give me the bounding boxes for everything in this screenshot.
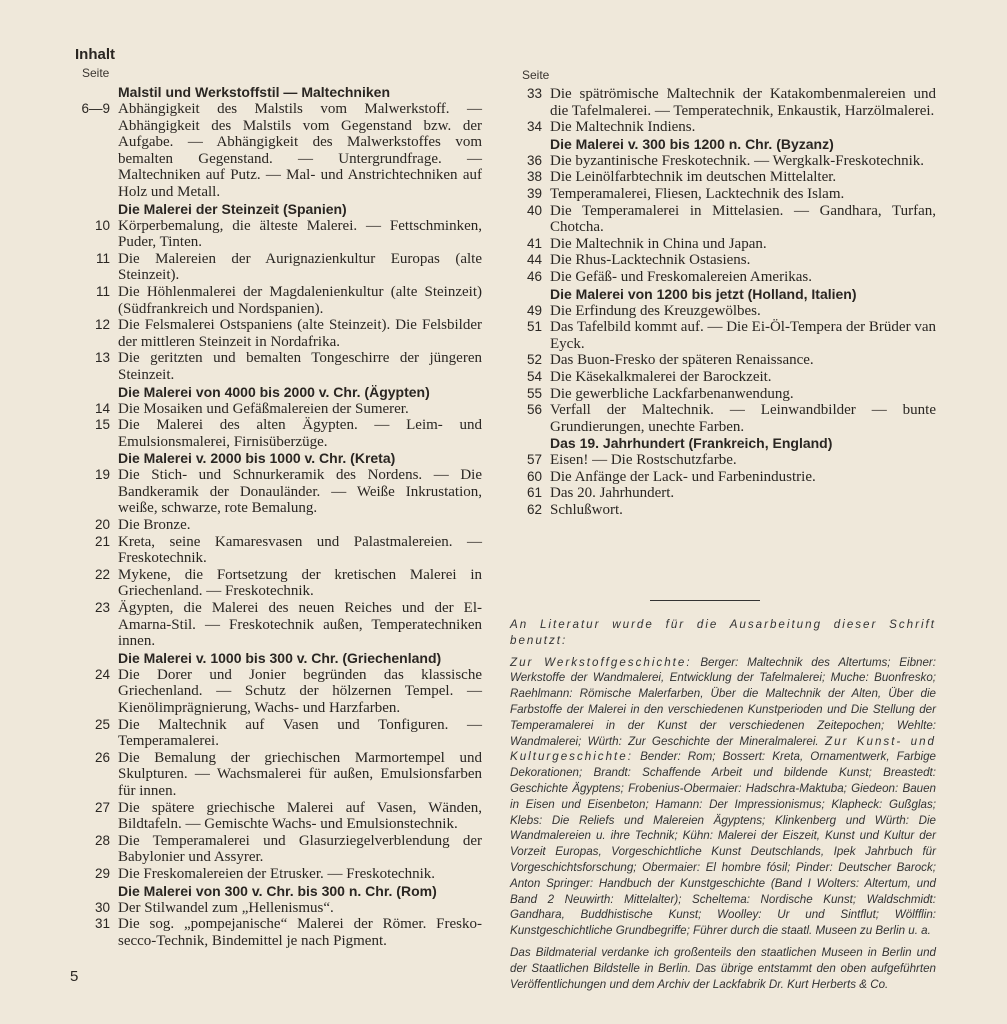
entry-page: 21 xyxy=(94,533,110,549)
entry-page: 25 xyxy=(94,716,110,732)
entry-page: 31 xyxy=(94,916,110,932)
contents-entry xyxy=(78,517,482,534)
entry-text: Die Anfänge der Lack- und Farbenindustrie. xyxy=(550,468,816,485)
entry-text: Abhängigkeit des Malstils vom Malwerkstoff. — Abhängigkeit des Malstils vom Gegenstand bzw. der Aufgabe. — Abhängigkeit des Malwerkstoffes vom bemalten Gegenstand. — Untergrundfrage. — Maltechniken auf Putz. — Mal- und Anstrichtechniken auf Holz und Metall. xyxy=(118,101,482,200)
entry-text: Die gewerbliche Lackfarbenanwendung. xyxy=(550,385,794,402)
contents-title: Inhalt xyxy=(75,46,115,63)
contents-entry xyxy=(78,218,482,251)
contents-entry xyxy=(510,319,936,352)
divider xyxy=(650,600,760,601)
contents-entry xyxy=(78,317,482,350)
contents-entry xyxy=(78,417,482,450)
entry-text: Die Malerei des alten Ägypten. — Leim- und Emulsionsmalerei, Firnisüberzüge. xyxy=(118,417,482,450)
section-heading: Die Malerei v. 2000 bis 1000 v. Chr. (Kreta) xyxy=(118,450,396,467)
entry-page: 57 xyxy=(526,452,542,468)
contents-list-left xyxy=(78,84,482,949)
entry-text: Die Bemalung der griechischen Marmortempel und Skulpturen. — Wachsmalerei für außen, Emulsionsfarben für innen. xyxy=(118,749,482,799)
entry-text: Eisen! — Die Rostschutzfarbe. xyxy=(550,452,737,469)
page-column-label-left: Seite xyxy=(82,66,110,80)
entry-page: 13 xyxy=(94,350,110,366)
entry-text: Die Höhlenmalerei der Magdalenienkultur (alte Steinzeit) (Südfrankreich und Nordspanien). xyxy=(118,283,482,317)
section-heading: Die Malerei von 1200 bis jetzt (Holland, Italien) xyxy=(550,285,857,302)
entry-text: Die Temperamalerei in Mittelasien. — Gandhara, Turfan, Chotcha. xyxy=(550,202,936,236)
literature-werkstoff xyxy=(510,655,936,939)
literature-intro-text: An Literatur wurde für die Ausarbeitung dieser Schrift benutzt: xyxy=(510,618,936,647)
entry-text: Die Freskomalereien der Etrusker. — Freskotechnik. xyxy=(118,865,435,882)
contents-entry xyxy=(78,717,482,750)
section-heading: Malstil und Werkstoffstil — Maltechniken xyxy=(118,84,391,100)
contents-entry xyxy=(510,86,936,119)
contents-entry xyxy=(78,350,482,383)
contents-entry xyxy=(510,502,936,519)
contents-entry xyxy=(510,269,936,286)
entry-page: 56 xyxy=(526,402,542,418)
contents-entry xyxy=(510,303,936,320)
entry-page: 52 xyxy=(526,352,542,368)
page-number: 5 xyxy=(70,968,79,985)
werkstoff-refs: Berger: Maltechnik des Altertums; Eibner: Werkstoffe der Wandmalerei, Entwicklung der Tafelmalerei; Muche: Buonfresko; Raehlmann: Römische Malerfarben, Über die Maltechnik der Alten, Über die Farbstoffe der Malerei in den verschiedenen Kunstperioden und Die Stellung der Temperamalerei in der Kunst der verschiedenen Zeitepochen; Wehlte: Wandmalerei; Würth: Zur Geschichte der Mineralmalerei. xyxy=(510,655,936,748)
entry-page: 14 xyxy=(94,400,110,416)
contents-entry xyxy=(510,236,936,253)
entry-page: 12 xyxy=(94,317,110,333)
contents-entry xyxy=(510,369,936,386)
contents-entry xyxy=(78,916,482,949)
entry-page: 41 xyxy=(526,235,542,251)
entry-text: Die Rhus-Lacktechnik Ostasiens. xyxy=(550,252,751,269)
entry-page: 29 xyxy=(94,865,110,881)
bildmaterial-note: Das Bildmaterial verdanke ich großenteils den staatlichen Museen in Berlin und der Staatlichen Bildstelle in Berlin. Das übrige entstammt den oben aufgeführten Veröffentlichungen und dem Archiv der Lackfabrik Dr. Kurt Herberts & Co. xyxy=(510,945,936,991)
entry-page: 22 xyxy=(94,566,110,582)
entry-text: Temperamalerei, Fliesen, Lacktechnik des Islam. xyxy=(550,185,845,202)
entry-page: 20 xyxy=(94,517,110,533)
entry-text: Die byzantinische Freskotechnik. — Wergkalk-Freskotechnik. xyxy=(550,152,924,169)
entry-page: 39 xyxy=(526,185,542,201)
entry-page: 19 xyxy=(94,467,110,483)
section-heading: Die Malerei der Steinzeit (Spanien) xyxy=(118,200,347,217)
contents-entry xyxy=(510,352,936,369)
contents-entry xyxy=(510,203,936,236)
contents-entry xyxy=(510,186,936,203)
contents-entry xyxy=(510,485,936,502)
section-heading: Die Malerei v. 300 bis 1200 n. Chr. (Byzanz) xyxy=(550,135,834,152)
entry-text: Kreta, seine Kamaresvasen und Palastmalereien. — Freskotechnik. xyxy=(118,533,482,567)
page-column-label-right: Seite xyxy=(522,68,550,82)
contents-entry xyxy=(510,469,936,486)
entry-text: Das 20. Jahrhundert. xyxy=(550,485,675,502)
section-heading: Die Malerei von 300 v. Chr. bis 300 n. Chr. (Rom) xyxy=(118,882,437,899)
entry-text: Die sog. „pompejanische“ Malerei der Römer. Fresko-secco-Technik, Bindemittel je nach Pigment. xyxy=(118,916,482,949)
entry-text: Die Leinölfarbtechnik im deutschen Mittelalter. xyxy=(550,169,837,186)
entry-page: 36 xyxy=(526,152,542,168)
entry-text: Körperbemalung, die älteste Malerei. — Fettschminken, Puder, Tinten. xyxy=(118,217,482,251)
entry-text: Die Bronze. xyxy=(118,517,191,534)
entry-page: 15 xyxy=(94,417,110,433)
contents-entry xyxy=(510,119,936,136)
entry-text: Die Dorer und Jonier begründen das klassische Griechenland. — Schutz der hölzernen Tempel. — Kienölimprägnierung, Wachs- und Harzfarben. xyxy=(118,666,482,716)
entry-text: Schlußwort. xyxy=(550,502,623,519)
kunst-refs: Bender: Rom; Bossert: Kreta, Ornamentwerk, Farbige Dekorationen; Brandt: Schaffende Arbeit und bildende Kunst; Breastedt: Geschichte Ägyptens; Frobenius-Obermaier: Hadschra-Maktuba; Giedeon: Bauen in Eisen und Eisenbeton; Hamann: Der Impressionismus; Klapheck: Gußglas; Klebs: Die Reliefs und Malereien Ägyptens; Klinkenberg und Würth: Die Wandmalereien u. ihre Technik; Kühn: Malerei der Eiszeit, Kunst und Kultur der Vorzeit Europas, Vorgeschichtliche Kunst Deutschlands, Ipek Jahrbuch für Vorgeschichtsforschung; Obermaier: El hombre fósil; Pinder: Deutscher Barock; Anton Springer: Handbuch der Kunstgeschichte (Band I Wolters: Altertum, und Band 2 Neuwirth: Mittelalter); Scheltema: Nordische Kunst; Waldschmidt: Gandhara, Buddhistische Kunst; Woolley: Ur und Sintflut; Wölfflin: Kunstgeschichtliche Grundbegriffe; Führer durch die staatl. Museen zu Berlin u. a. xyxy=(510,750,936,938)
entry-page: 55 xyxy=(526,385,542,401)
entry-page: 61 xyxy=(526,485,542,501)
contents-entry xyxy=(78,467,482,517)
contents-entry xyxy=(78,667,482,717)
contents-entry xyxy=(78,534,482,567)
contents-entry xyxy=(78,401,482,418)
contents-entry xyxy=(510,402,936,435)
entry-text: Die Erfindung des Kreuzgewölbes. xyxy=(550,302,761,319)
werkstoff-label: Zur Werkstoffgeschichte: xyxy=(510,655,692,669)
entry-text: Die spätere griechische Malerei auf Vasen, Wänden, Bildtafeln. — Gemischte Wachs- und Emulsionstechnik. xyxy=(118,799,482,833)
contents-entry xyxy=(78,833,482,866)
entry-page: 30 xyxy=(94,899,110,915)
contents-entry xyxy=(510,252,936,269)
entry-page: 49 xyxy=(526,302,542,318)
contents-entry xyxy=(78,101,482,201)
kunst-label: Zur Kunst- und Kulturgeschichte: xyxy=(510,734,936,764)
entry-page: 38 xyxy=(526,169,542,185)
entry-text: Die Felsmalerei Ostspaniens (alte Steinzeit). Die Felsbilder der mittleren Steinzeit in Nordafrika. xyxy=(118,317,482,350)
entry-text: Die Gefäß- und Freskomalereien Amerikas. xyxy=(550,268,812,285)
entry-text: Die Maltechnik auf Vasen und Tonfiguren. — Temperamalerei. xyxy=(118,716,482,750)
entry-text: Das Tafelbild kommt auf. — Die Ei-Öl-Tempera der Brüder van Eyck. xyxy=(550,319,936,352)
section-heading: Die Malerei v. 1000 bis 300 v. Chr. (Griechenland) xyxy=(118,649,442,666)
entry-page: 27 xyxy=(94,799,110,815)
entry-text: Die Temperamalerei und Glasurziegelverblendung der Babylonier und Assyrer. xyxy=(118,832,482,866)
entry-text: Die Stich- und Schnurkeramik des Nordens. — Die Bandkeramik der Donauländer. — Weiße Inkrustation, weiße, schwarze, rote Bemalung. xyxy=(118,467,482,517)
contents-entry xyxy=(78,750,482,800)
contents-entry xyxy=(78,866,482,883)
section-heading: Die Malerei von 4000 bis 2000 v. Chr. (Ägypten) xyxy=(118,383,430,400)
entry-page: 54 xyxy=(526,368,542,384)
entry-page: 28 xyxy=(94,832,110,848)
entry-page: 60 xyxy=(526,468,542,484)
entry-text: Der Stilwandel zum „Hellenismus“. xyxy=(118,899,334,916)
entry-text: Verfall der Maltechnik. — Leinwandbilder — bunte Grundierungen, unechte Farben. xyxy=(550,402,936,435)
entry-text: Die Malereien der Aurignazienkultur Europas (alte Steinzeit). xyxy=(118,250,482,284)
contents-entry xyxy=(510,386,936,403)
contents-entry xyxy=(78,900,482,917)
entry-page: 11 xyxy=(95,283,110,299)
entry-page: 23 xyxy=(94,600,110,616)
entry-text: Die Käsekalkmalerei der Barockzeit. xyxy=(550,368,772,385)
literature-intro xyxy=(510,617,936,649)
contents-entry xyxy=(78,800,482,833)
contents-entry xyxy=(78,600,482,650)
entry-text: Die spätrömische Maltechnik der Katakombenmalereien und die Tafelmalerei. — Temperatechnik, Enkaustik, Harzölmalerei. xyxy=(550,86,936,119)
entry-text: Die Maltechnik Indiens. xyxy=(550,119,696,136)
literature-section xyxy=(510,617,936,998)
entry-page: 24 xyxy=(94,666,110,682)
entry-page: 40 xyxy=(526,202,542,218)
entry-text: Mykene, die Fortsetzung der kretischen Malerei in Griechenland. — Freskotechnik. xyxy=(118,566,482,600)
entry-page: 51 xyxy=(526,319,542,335)
entry-text: Die Maltechnik in China und Japan. xyxy=(550,235,767,252)
entry-page: 44 xyxy=(526,252,542,268)
entry-page: 6—9 xyxy=(81,101,110,116)
entry-text: Die geritzten und bemalten Tongeschirre der jüngeren Steinzeit. xyxy=(118,350,482,383)
entry-text: Ägypten, die Malerei des neuen Reiches und der El-Amarna-Stil. — Freskotechnik außen, Temperatechniken innen. xyxy=(118,600,482,650)
entry-page: 46 xyxy=(526,268,542,284)
entry-page: 34 xyxy=(526,119,542,135)
entry-page: 33 xyxy=(526,86,542,101)
contents-list-right xyxy=(510,86,936,519)
entry-page: 11 xyxy=(95,250,110,266)
entry-page: 10 xyxy=(94,217,110,233)
entry-text: Die Mosaiken und Gefäßmalereien der Sumerer. xyxy=(118,400,409,417)
entry-page: 26 xyxy=(94,749,110,765)
section-heading: Das 19. Jahrhundert (Frankreich, England) xyxy=(550,435,833,452)
contents-entry xyxy=(510,452,936,469)
contents-entry xyxy=(78,567,482,600)
contents-entry xyxy=(510,169,936,186)
contents-entry xyxy=(78,284,482,317)
contents-entry xyxy=(78,251,482,284)
contents-entry xyxy=(510,153,936,170)
entry-text: Das Buon-Fresko der späteren Renaissance. xyxy=(550,352,814,369)
entry-page: 62 xyxy=(526,502,542,518)
